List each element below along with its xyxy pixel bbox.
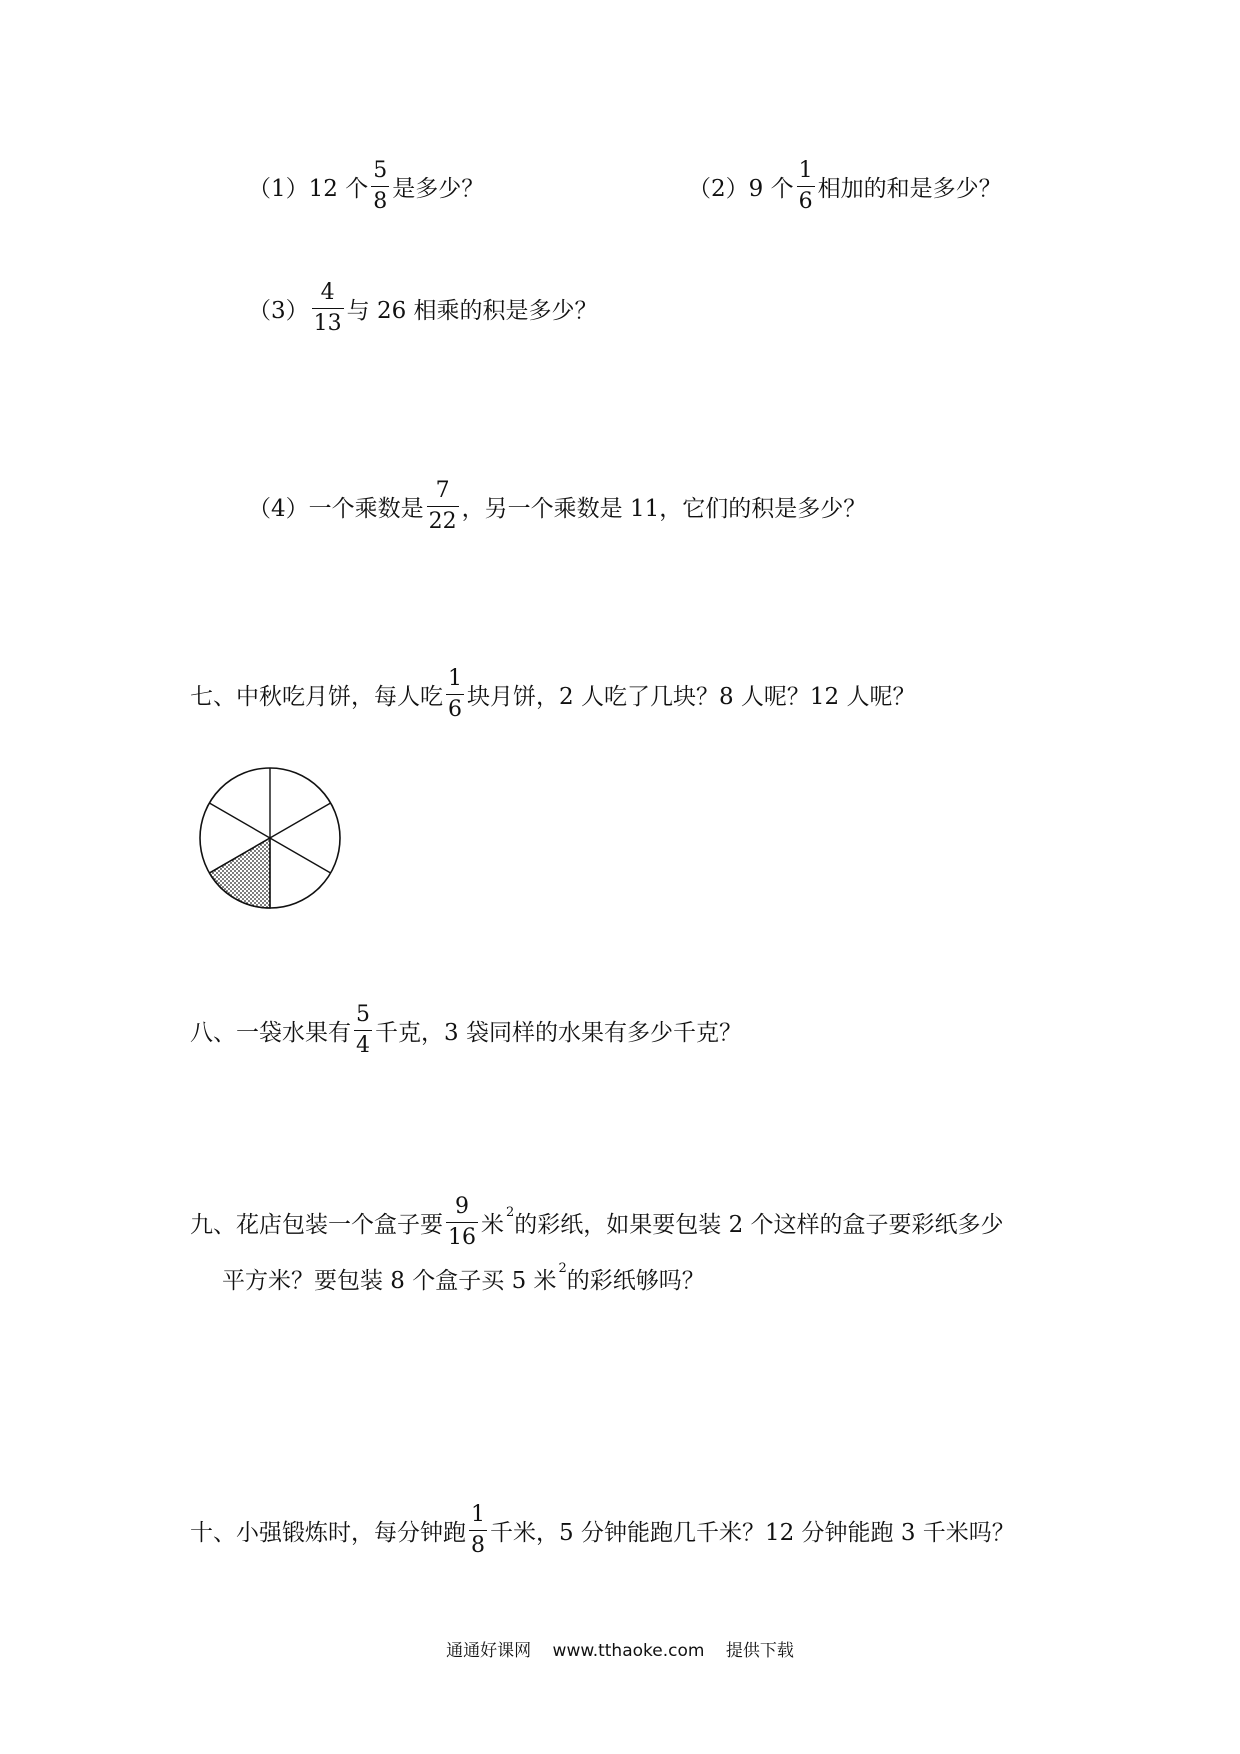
question-7-label: 七、中秋吃月饼，每人吃 [190,684,443,710]
question-9-unit: 米 [481,1212,504,1238]
q6-part3-fraction: $\frac{4}{13}$ [313,280,342,336]
question-8-label: 八、一袋水果有 [190,1020,351,1046]
q6-part2-text: 相加的和是多少？ [817,176,1002,202]
q6-part2 [688,160,1002,213]
question-8-text: 千克，3 袋同样的水果有多少千克？ [375,1020,742,1046]
q6-part4-text: ，另一个乘数是 11，它们的积是多少？ [461,496,867,522]
page-footer [0,1636,1240,1661]
question-9-line2-exponent: 2 [558,1261,567,1276]
q6-part1-label: （1）12 个 [248,176,369,202]
question-7-text: 块月饼，2 人吃了几块？8 人呢？12 人呢？ [467,684,916,710]
q6-part1-fraction: $\frac{5}{8}$ [373,158,388,214]
q6-part2-fraction: $\frac{1}{6}$ [798,158,813,214]
question-10 [190,1504,1015,1557]
q6-part3-text: 与 26 相乘的积是多少？ [346,298,598,324]
footer-tail: 提供下载 [725,1641,794,1661]
q6-part4 [248,480,866,533]
question-9-line2-a: 平方米？要包装 8 个盒子买 5 米 [222,1268,557,1294]
question-9-exponent: 2 [506,1205,515,1220]
footer-brand: 通通好课网 [446,1641,532,1661]
mooncake-circle-figure [190,758,350,918]
q6-part2-label: （2）9 个 [688,176,794,202]
question-8 [190,1004,742,1057]
question-9-label: 九、花店包装一个盒子要 [190,1212,443,1238]
question-8-fraction: $\frac{5}{4}$ [356,1002,370,1058]
question-10-text: 千米，5 分钟能跑几千米？12 分钟能跑 3 千米吗？ [490,1520,1015,1546]
question-7 [190,668,915,721]
q6-part4-label: （4）一个乘数是 [248,496,424,522]
question-7-fraction: $\frac{1}{6}$ [448,666,462,722]
q6-part3 [248,282,598,335]
footer-url[interactable]: www.tthaoke.com [552,1641,705,1661]
question-9-text: 的彩纸，如果要包装 2 个这样的盒子要彩纸多少 [514,1212,1004,1238]
question-10-fraction: $\frac{1}{8}$ [471,1502,485,1558]
question-9-fraction: $\frac{9}{16}$ [448,1194,476,1250]
q6-part4-fraction: $\frac{7}{22}$ [428,478,457,534]
question-10-label: 十、小强锻炼时，每分钟跑 [190,1520,466,1546]
q6-part1 [248,160,484,213]
q6-part1-text: 是多少？ [392,176,485,202]
question-9-line2 [222,1262,705,1295]
question-9-line2-b: 的彩纸够吗？ [566,1268,705,1294]
q6-part3-label: （3） [248,298,309,324]
shaded-sector [209,838,270,908]
question-9-line1 [190,1196,1004,1249]
